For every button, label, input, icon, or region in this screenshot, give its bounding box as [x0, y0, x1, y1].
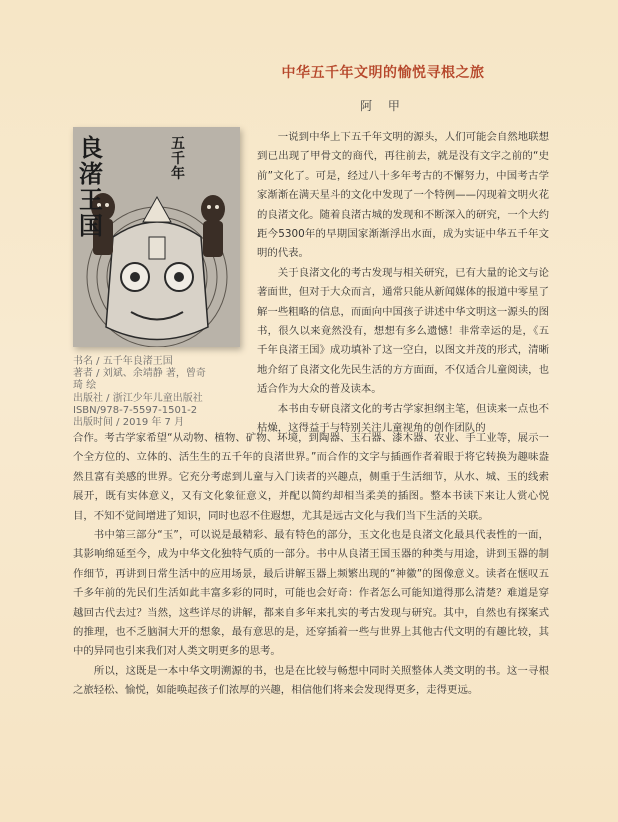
book-cover-image	[73, 127, 240, 347]
article-body-top	[257, 128, 549, 439]
book-info-publisher: 出版社 / 浙江少年儿童出版社	[73, 392, 203, 404]
paragraph: 关于良渚文化的考古发现与相关研究，已有大量的论文与论著面世，但对于大众而言，通常只能从新闻媒体的报道中零星了解一些粗略的信息，而面向中国孩子讲述中华文明这一源头的图书，很久以来竟然没有，想想有多么遗憾！非常幸运的是，《五千年良渚王国》成功填补了这一空白，以图文并茂的形式，清晰地介绍了良渚文化先民生活的方方面面，不仅适合儿童阅读，也适合作为大众的普及读本。	[257, 266, 549, 396]
book-info-illustrator: 琦 绘	[73, 380, 97, 392]
article-title: 中华五千年文明的愉悦寻根之旅	[281, 65, 485, 81]
paragraph: 所以，这既是一本中华文明溯源的书，也是在比较与畅想中同时关照整体人类文明的书。这一寻根之旅轻松、愉悦，如能唤起孩子们浓厚的兴趣，相信他们将来会发现得更多，走得更远。	[73, 664, 549, 697]
paragraph: 一说到中华上下五千年文明的源头，人们可能会自然地联想到已出现了甲骨文的商代，再往前去，就是没有文字之前的“史前”文化了。可是，经过八十多年考古的不懈努力，中国考古学家渐渐在满天星斗的文化中发现了一个特例——闪现着文明火花的良渚文化。随着良渚古城的发现和不断深入的研究，一个大约距今5300年的早期国家渐渐浮出水面，成为实证中华五千年文明的代表。	[257, 131, 549, 260]
book-info-date: 出版时间 / 2019 年 7 月	[73, 417, 185, 429]
cover-title-main: 良渚王国	[79, 133, 103, 240]
paragraph: 本书由专研良渚文化的考古学家担纲主笔，但读来一点也不枯燥，这得益于与特别关注儿童视角的创作团队的	[257, 402, 549, 435]
article-body-bottom	[73, 429, 549, 701]
book-info-isbn: ISBN/978-7-5597-1501-2	[73, 404, 198, 416]
book-info-authors: 著者 / 刘斌、余靖静 著，曾奇	[73, 368, 206, 380]
paragraph: 书中第三部分“玉”，可以说是最精彩、最有特色的部分，玉文化也是良渚文化最具代表性的一面，其影响绵延至今，成为中华文化独特气质的一部分。书中从良渚王国玉器的种类与用途，讲到玉器的制作细节，再讲到日常生活中的应用场景，最后讲解玉器上频繁出现的“神徽”的图像意义。读者在惬叹五千多年前的先民们生活如此丰富多彩的同时，可能也会好奇：作者怎么可能知道得那么清楚？难道是穿越回古代去过？当然，这些详尽的讲解，都来自多年来扎实的考古发现与研究。其中，自然也有探案式的推理，也不乏脑洞大开的想象，最有意思的是，还穿插着一些与世界上其他古代文明的有趣比较，其中的异同也引来我们对人类文明更多的思考。	[73, 529, 549, 658]
cover-title-side: 五千年	[171, 136, 185, 182]
book-info	[73, 356, 253, 429]
paragraph: 合作。考古学家希望“从动物、植物、矿物、环境，到陶器、玉石器、漆木器、农业、手工业等，展示一个全方位的、立体的、活生生的五千年的良渚世界。”而合作的文字与插画作者着眼于将它转换为趣味盎然且富有美感的世界。它充分考虑到儿童与入门读者的兴趣点，侧重于生活细节，从水、城、玉的线索展开，既有实体意义，又有文化象征意义，并配以简约却相当柔美的插图。整本书读下来让人赏心悦目，不知不觉间增进了知识，同时也忍不住遐想，尤其是远古文化与我们当下生活的关联。	[73, 432, 549, 522]
book-info-title: 书名 / 五千年良渚王国	[73, 356, 173, 367]
article-author: 阿 甲	[360, 99, 406, 113]
